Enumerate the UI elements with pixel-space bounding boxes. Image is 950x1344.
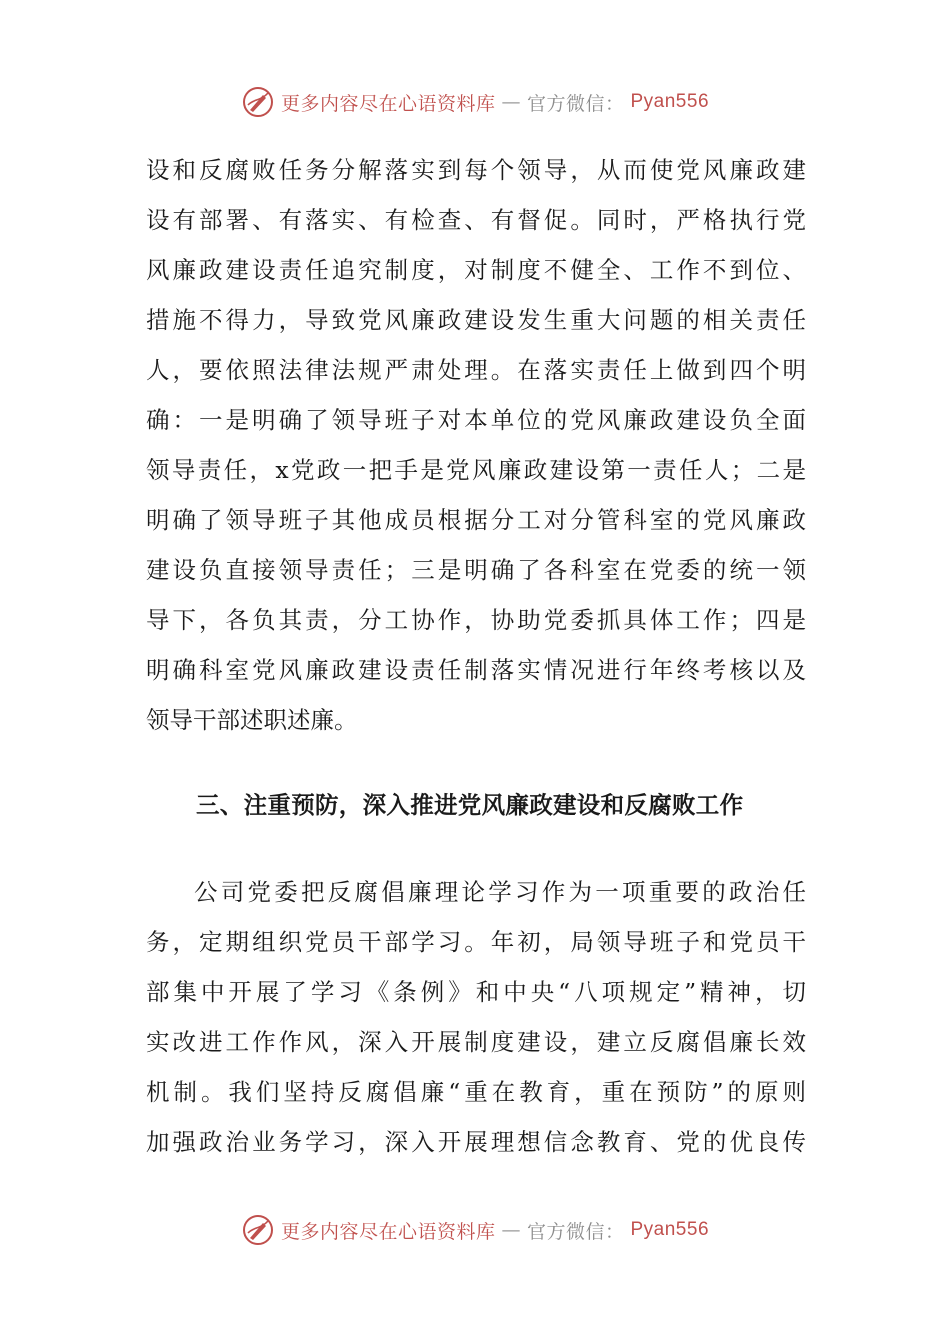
body-paragraph-1 <box>146 145 806 745</box>
footer-watermark <box>0 1210 950 1250</box>
text-line: 务，定期组织党员干部学习。年初，局领导班子和党员干 <box>146 928 806 956</box>
text-line: 确：一是明确了领导班子对本单位的党风廉政建设负全面 <box>146 406 806 434</box>
text-line: 导下，各负其责，分工协作，协助党委抓具体工作；四是 <box>146 606 806 634</box>
text-line: 风廉政建设责任追究制度，对制度不健全、工作不到位、 <box>146 256 806 284</box>
text-line: 领导责任，x党政一把手是党风廉政建设第一责任人；二是 <box>146 456 806 484</box>
watermark-wechat-label: 官方微信： <box>526 92 625 115</box>
text-line: 领导干部述职述廉。 <box>146 706 358 734</box>
text-line: 措施不得力，导致党风廉政建设发生重大问题的相关责任 <box>146 306 806 334</box>
header-watermark <box>0 82 950 122</box>
watermark-wechat-id: Pyan556 <box>630 91 710 112</box>
section-heading: 三、注重预防，深入推进党风廉政建设和反腐败工作 <box>196 791 744 819</box>
watermark-separator: — <box>501 91 521 113</box>
text-line: 明确科室党风廉政建设责任制落实情况进行年终考核以及 <box>146 656 806 684</box>
text-line: 实改进工作作风，深入开展制度建设，建立反腐倡廉长效 <box>146 1028 806 1056</box>
pen-logo-icon <box>241 85 275 119</box>
watermark-title: 更多内容尽在心语资料库 <box>280 92 496 115</box>
text-line: 公司党委把反腐倡廉理论学习作为一项重要的政治任 <box>194 878 806 906</box>
watermark-wechat-id: Pyan556 <box>630 1219 710 1240</box>
body-paragraph-2 <box>146 867 806 1167</box>
text-line: 加强政治业务学习，深入开展理想信念教育、党的优良传 <box>146 1128 806 1156</box>
text-line: 部集中开展了学习《条例》和中央“八项规定”精神，切 <box>146 978 806 1006</box>
watermark-wechat-label: 官方微信： <box>526 1220 625 1243</box>
text-line: 设和反腐败任务分解落实到每个领导，从而使党风廉政建 <box>146 156 806 184</box>
text-line: 明确了领导班子其他成员根据分工对分管科室的党风廉政 <box>146 506 806 534</box>
text-line: 设有部署、有落实、有检查、有督促。同时，严格执行党 <box>146 206 806 234</box>
watermark-title: 更多内容尽在心语资料库 <box>280 1220 496 1243</box>
text-line: 机制。我们坚持反腐倡廉“重在教育，重在预防”的原则 <box>146 1078 806 1106</box>
watermark-separator: — <box>501 1219 521 1241</box>
text-line: 建设负直接领导责任；三是明确了各科室在党委的统一领 <box>146 556 806 584</box>
text-line: 人，要依照法律法规严肃处理。在落实责任上做到四个明 <box>146 356 806 384</box>
pen-logo-icon <box>241 1213 275 1247</box>
